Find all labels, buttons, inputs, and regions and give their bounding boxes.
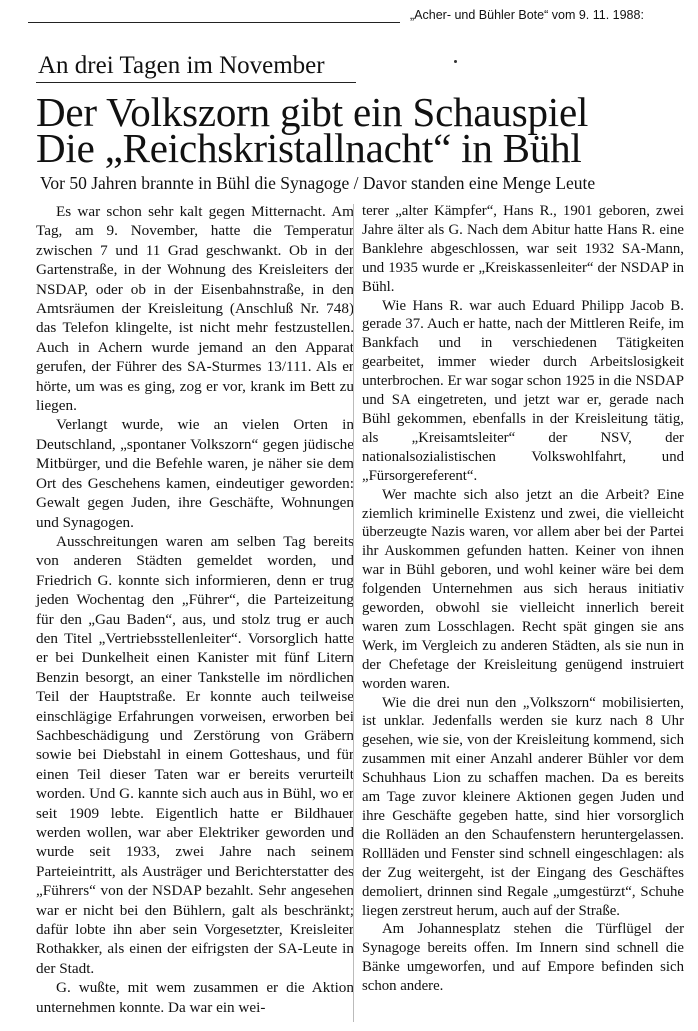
print-speck (454, 60, 457, 63)
paragraph: terer „alter Kämpfer“, Hans R., 1901 geboren, zwei Jahre älter als G. Nach dem Abitur hatte Hans R. eine Banklehre abgeschlossen, war seit 1932 SA-Mann, und 1935 wurde er „Kreiskassenleiter“ der NSDAP in Bühl. (362, 203, 684, 295)
paragraph: Verlangt wurde, wie an vielen Orten in Deutschland, „spontaner Volkszorn“ gegen jüdische Mitbürger, und die Befehle waren, je näher sie dem Ort des Geschehens kamen, eindeutiger geworden: Gewalt gegen Juden, ihre Geschäfte, Wohnungen und Synagogen. (36, 416, 354, 531)
article-column-right (362, 202, 684, 996)
paragraph: Wie die drei nun den „Volkszorn“ mobilisierten, ist unklar. Jedenfalls werden sie kurz nach 8 Uhr gesehen, wie sie, von der Kreisleitung kommend, sich zusammen mit einer Anzahl anderer Bühler vor dem Schuhhaus Lion zu schaffen machen. Da es bereits am Tage zuvor kleinere Aktionen gegen Juden und ihre Geschäfte gegeben hatte, sind hier vorsorglich die Rolläden an den Schaufenstern heruntergelassen. Rollläden und Fenster sind schnell eingeschlagen: als der Zug weitergeht, ist der Eingang des Geschäftes demoliert, drinnen sind Regale „umgestürzt“, Schuhe liegen zerstreut herum, auch auf der Straße. (362, 694, 684, 919)
column-divider (353, 204, 354, 1022)
paragraph: Wie Hans R. war auch Eduard Philipp Jacob B. gerade 37. Auch er hatte, nach der Mittleren Reife, im Bankfach und in verschiedenen Tätigkeiten gearbeitet, immer wieder durch Arbeitslosigkeit unterbrochen. Er war sogar schon 1925 in die NSDAP und SA eingetreten, und jetzt war er, gerade nach Bühl gekommen, ebenfalls in der Kreisleitung tätig, als „Kreisamtsleiter“ der NSV, der nationalsozialistischen Volkswohlfahrt, und „Fürsorgereferent“. (362, 297, 684, 484)
paragraph: G. wußte, mit wem zusammen er die Aktion unternehmen konnte. Da war ein wei- (36, 979, 354, 1016)
paragraph: Wer machte sich also jetzt an die Arbeit? Eine ziemlich kriminelle Existenz und zwei, die vielleicht überzeugte Nazis waren, vor allem aber bei der Partei ihr Auskommen gefunden hatten. Keiner von ihnen war in Bühl geboren, und wohl keiner wäre bei dem folgenden Unternehmen aus sich heraus initiativ geworden, obwohl sie vielleicht innerlich bereit waren zum Losschlagen. Recht spät gingen sie ans Werk, im Vergleich zu anderen Städten, als sie nun in der Chefetage der Kreisleitung genügend instruiert worden waren. (362, 486, 684, 692)
deck-subheadline: Vor 50 Jahren brannte in Bühl die Synagoge / Davor standen eine Menge Leute (40, 173, 596, 193)
paragraph: Am Johannesplatz stehen die Türflügel der Synagoge bereits offen. Im Innern sind schnell die Bänke umgeworfen, und auf Empore befinden sich schon andere. (362, 921, 684, 995)
header-rule (28, 22, 400, 23)
headline-line-1: Der Volkszorn gibt ein Schauspiel (36, 89, 589, 135)
kicker: An drei Tagen im November (38, 52, 325, 79)
paragraph: Ausschreitungen waren am selben Tag bereits von anderen Städten gemeldet worden, und Friedrich G. konnte sich informieren, denn er trug jeden Wochentag den „Führer“, die Parteizeitung für den „Gau Baden“, aus, und stolz trug er auch den Titel „Vertriebsstellenleiter“. Vorsorglich hatte er bei Dunkelheit einen Kanister mit fünf Litern Benzin besorgt, an einer Tankstelle im nördlichen Teil der Hauptstraße. Er konnte auch teilweise einschlägige Erfahrungen vorweisen, erworben bei Sachbeschädigung und Zerstörung von Gräbern sowie bei Diebstahl in einem Gotteshaus, und für einen Teil dieser Taten war er bereits verurteilt worden. Und G. kannte sich auch aus in Bühl, wo er seit 1909 lebte. Eigentlich hatte er Bildhauer werden wollen, war aber Elektriker geworden und wurde seit 1933, zwei Jahre nach seinem Parteieintritt, als Austräger und Berichterstatter des „Führers“ von der NSDAP bezahlt. Sehr angesehen war er nicht bei den Bühlern, galt als beschränkt; dafür lobte ihn aber sein Vorgesetzter, Kreisleiter Rothakker, als einen der eifrigsten der SA-Leute in der Stadt. (36, 532, 354, 977)
paragraph: Es war schon sehr kalt gegen Mitternacht. Am Tag, am 9. November, hatte die Temperatur zwischen 7 und 11 Grad geschwankt. Ob in der Gartenstraße, in der Wohnung des Kreisleiters der NSDAP, oder ob in der Eisenbahnstraße, in den Amtsräumen der Kreisleitung (Anschluß Nr. 748) das Telefon klingelte, ist nicht mehr festzustellen. Auch in Achern wurde jemand an den Apparat gerufen, der Führer des SA-Sturmes 13/111. Als er hörte, um was es ging, zog er vor, krank im Bett zu liegen. (36, 203, 354, 415)
article-column-left (36, 202, 354, 1017)
headline-line-2: Die „Reichskristallnacht“ in Bühl (36, 125, 582, 171)
source-line: „Acher- und Bühler Bote“ vom 9. 11. 1988: (410, 8, 644, 22)
kicker-underline (36, 82, 356, 83)
